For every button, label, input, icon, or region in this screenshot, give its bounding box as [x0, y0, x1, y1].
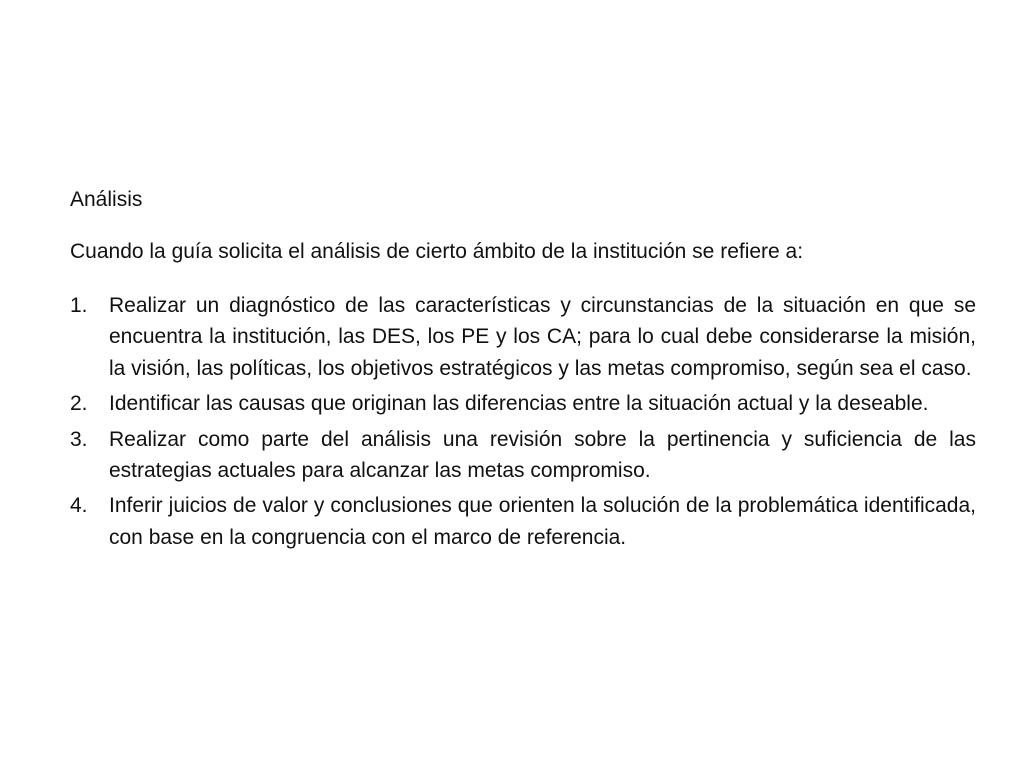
intro-paragraph: Cuando la guía solicita el análisis de cierto ámbito de la institución se refiere a: [70, 240, 804, 263]
list-item-number: 4. [70, 494, 88, 518]
list-item-text: Realizar un diagnóstico de las características y circunstancias de la situación en que se encuentra la institución, las DES, los PE y los CA; para lo cual debe considerarse la misión, la visión, las políticas, los objetivos estratégicos y las metas compromiso, según sea el caso. [109, 294, 976, 380]
list-item [70, 388, 976, 419]
list-item [70, 290, 976, 384]
list-item-text: Inferir juicios de valor y conclusiones que orienten la solución de la problemática identificada, con base en la congruencia con el marco de referencia. [109, 494, 976, 549]
numbered-list [70, 290, 976, 553]
list-item-number: 2. [70, 392, 88, 416]
page-title: Análisis [70, 188, 143, 211]
list-item-number: 3. [70, 427, 88, 451]
list-item-text: Realizar como parte del análisis una revisión sobre la pertinencia y suficiencia de las estrategias actuales para alcanzar las metas compromiso. [109, 427, 976, 483]
list-item [70, 490, 976, 553]
slide-content [70, 184, 976, 557]
list-item-number: 1. [70, 294, 88, 317]
list-item [70, 424, 976, 487]
list-item-text: Identificar las causas que originan las diferencias entre la situación actual y la deseable. [109, 392, 929, 416]
